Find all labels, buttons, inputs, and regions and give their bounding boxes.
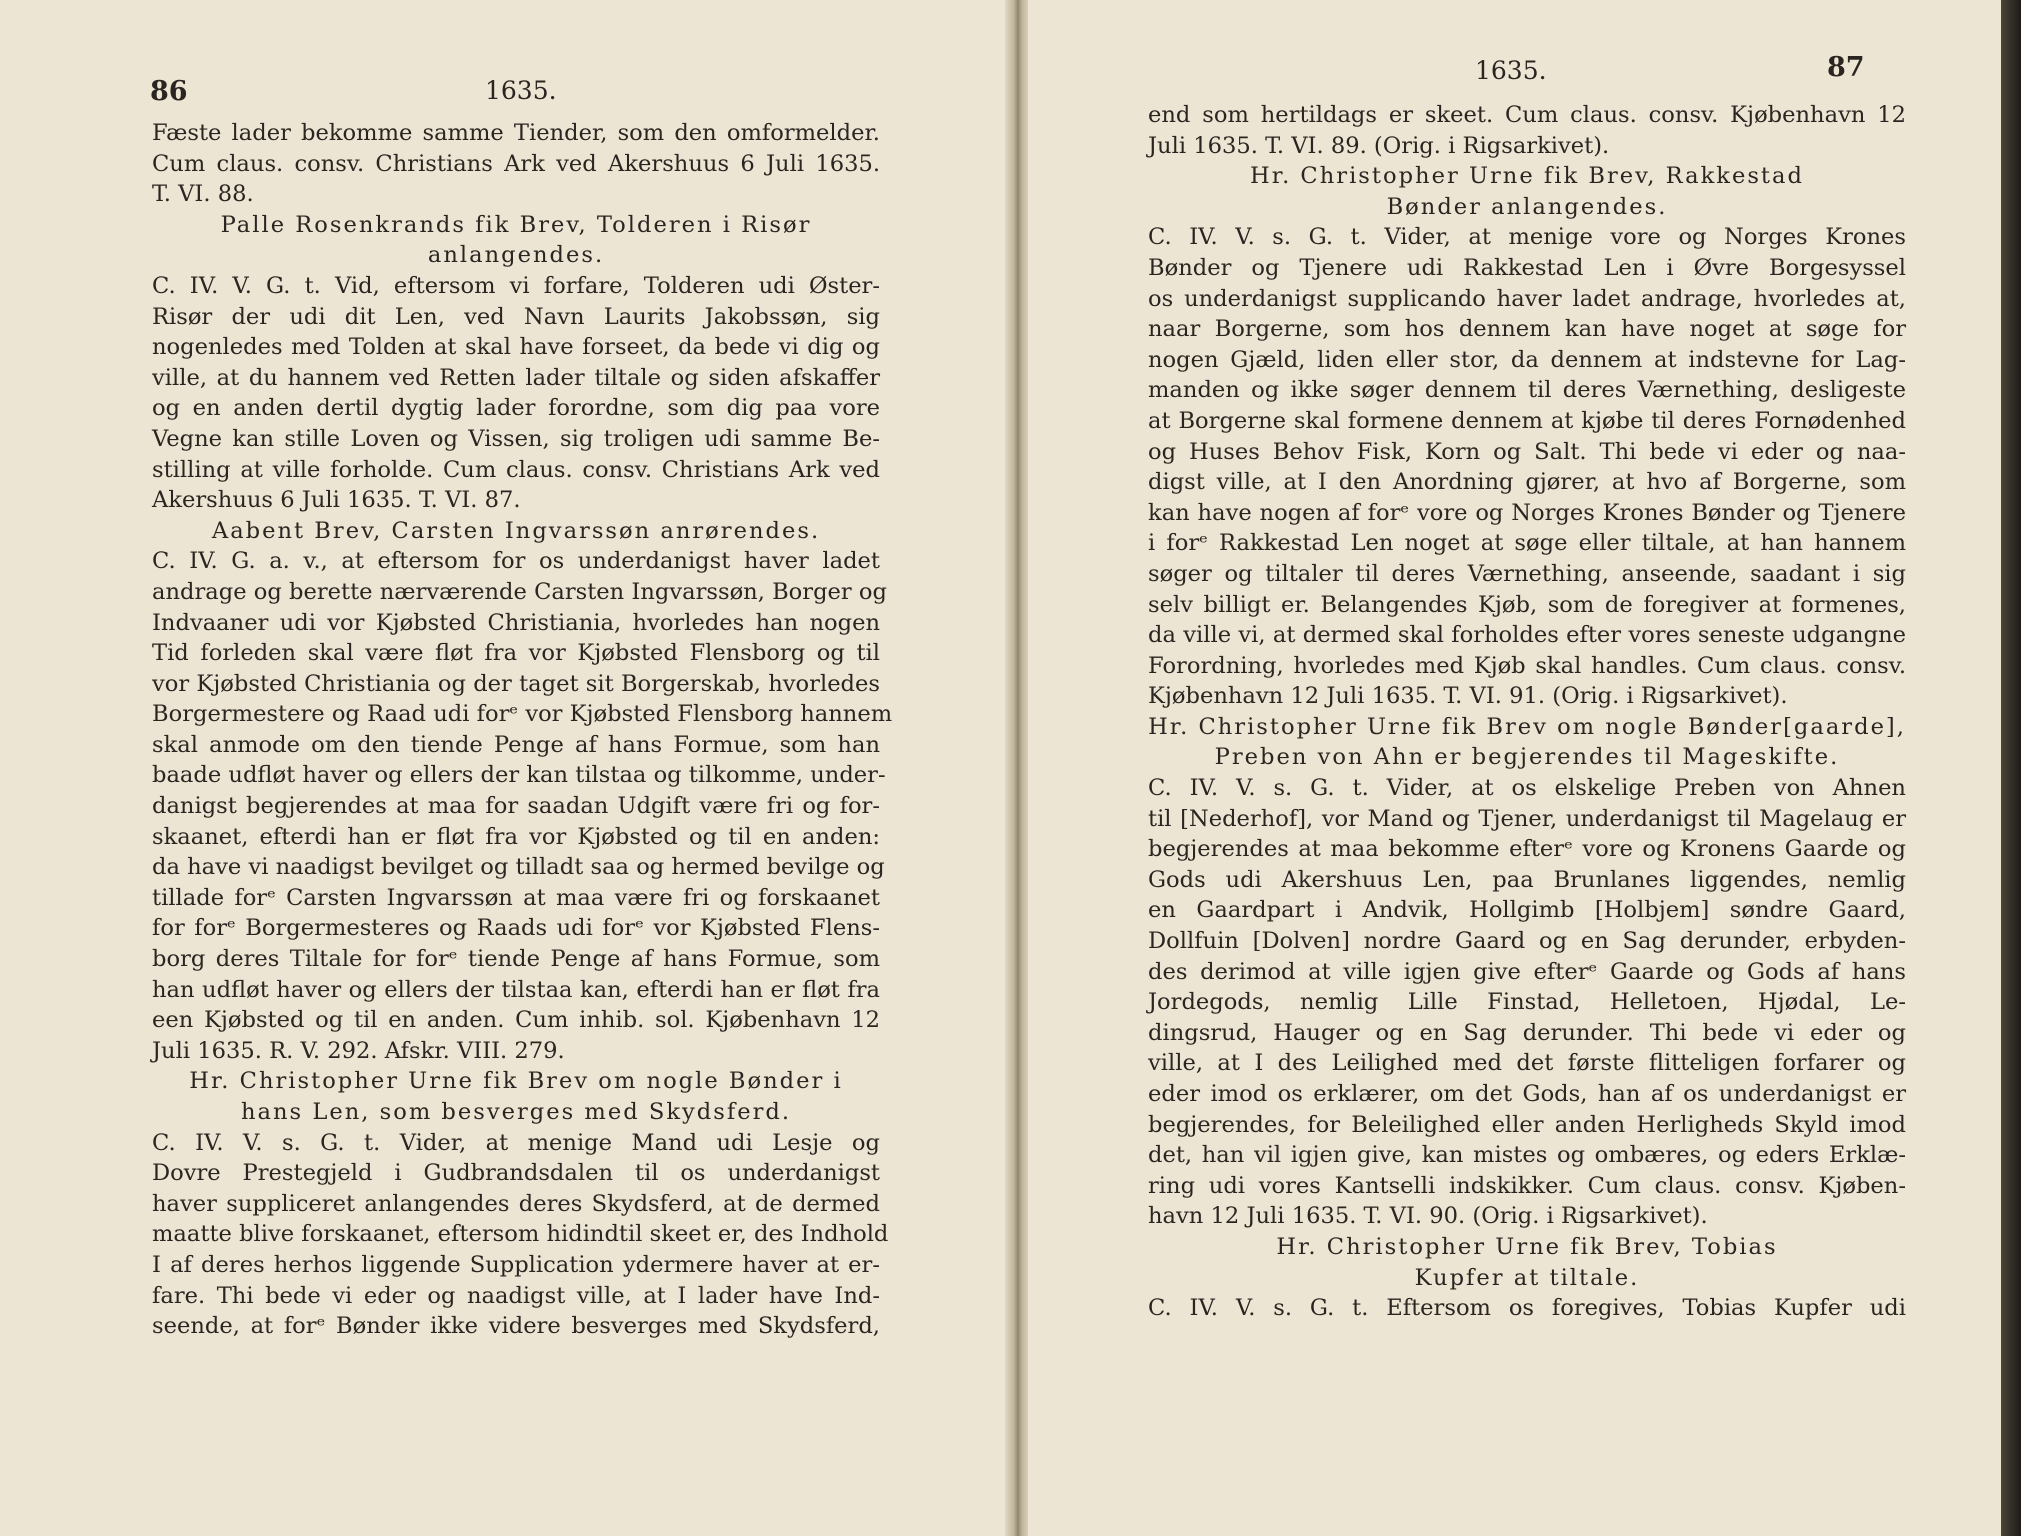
text-line: Dollfuin [Dolven] nordre Gaard og en Sag derunder, erbyden- [1148,928,1906,955]
text-line: Dovre Prestegjeld i Gudbrandsdalen til os underdanigst [152,1160,880,1187]
entry-heading: Hr. Christopher Urne fik Brev, Tobias [1276,1233,1778,1260]
text-line: havn 12 Juli 1635. T. VI. 90. (Orig. i Rigsarkivet). [1148,1203,1708,1230]
text-line: naar Borgerne, som hos dennem kan have noget at søge for [1148,316,1906,343]
entry-heading: Preben von Ahn er begjerendes til Mageskifte. [1214,744,1840,771]
text-line: manden og ikke søger dennem til deres Værnething, desligeste [1148,377,1906,404]
text-line: nogenledes med Tolden at skal have forseet, da bede vi dig og [152,334,880,361]
text-line: til [Nederhof], vor Mand og Tjener, underdanigst til Magelaug er [1148,805,1906,832]
text-line: og Huses Behov Fisk, Korn og Salt. Thi bede vi eder og naa- [1148,438,1906,465]
running-year-right: 1635. [1475,56,1547,85]
entry-heading: anlangendes. [427,242,605,269]
text-line: end som hertildags er skeet. Cum claus. consv. Kjøbenhavn 12 [1148,102,1906,128]
text-line: begjerendes, for Beleilighed eller anden Herligheds Skyld imod [1148,1111,1906,1138]
text-line: Vegne kan stille Loven og Vissen, sig troligen udi samme Be- [152,425,880,452]
text-line: Cum claus. consv. Christians Ark ved Akershuus 6 Juli 1635. [152,150,880,177]
text-line: os underdanigst supplicando haver ladet andrage, hvorledes at, [1148,285,1906,312]
text-line: Indvaaner udi vor Kjøbsted Christiania, hvorledes han nogen [152,609,880,636]
text-line: C. IV. V. s. G. t. Vider, at menige Mand udi Lesje og [152,1129,880,1156]
text-line: C. IV. V. G. t. Vid, eftersom vi forfare, Tolderen udi Øster- [152,272,880,299]
running-year-left: 1635. [485,76,557,105]
text-line: maatte blive forskaanet, eftersom hidindtil skeet er, des Indhold [152,1221,889,1248]
text-line: tillade forᵉ Carsten Ingvarssøn at maa være fri og forskaanet [152,884,880,911]
entry-heading: Hr. Christopher Urne fik Brev, Rakkestad [1250,163,1804,190]
text-line: ville, at du hannem ved Retten lader tiltale og siden afskaffer [152,364,880,391]
page-number-left: 86 [150,76,188,107]
text-line: det, han vil igjen give, kan mistes og ombæres, og eders Erklæ- [1148,1142,1906,1169]
entry-heading: Bønder anlangendes. [1386,193,1668,220]
text-line: Juli 1635. T. VI. 89. (Orig. i Rigsarkivet). [1148,132,1610,159]
left-page [0,0,1010,1536]
entry-heading: Kupfer at tiltale. [1414,1264,1640,1291]
book-edge [2001,0,2021,1536]
right-page [1028,0,2001,1536]
text-line: begjerendes at maa bekomme efterᵉ vore og Kronens Gaarde og [1148,836,1906,863]
text-line: I af deres herhos liggende Supplication ydermere haver at er- [152,1251,880,1278]
text-line: fare. Thi bede vi eder og naadigst ville, at I lader have Ind- [152,1282,880,1309]
text-line: Akershuus 6 Juli 1635. T. VI. 87. [152,487,521,514]
entry-heading: Hr. Christopher Urne fik Brev om nogle Bønder i [189,1068,843,1095]
entry-heading: Palle Rosenkrands fik Brev, Tolderen i Risør [220,211,812,238]
text-line: Forordning, hvorledes med Kjøb skal handles. Cum claus. consv. [1148,652,1906,679]
entry-heading: hans Len, som besverges med Skydsferd. [240,1099,792,1125]
text-line: Fæste lader bekomme samme Tiender, som den omformelder. [152,120,880,146]
text-line: dingsrud, Hauger og en Sag derunder. Thi bede vi eder og [1148,1019,1906,1046]
text-line: C. IV. G. a. v., at eftersom for os underdanigst haver ladet [152,548,880,575]
text-line: Jordegods, nemlig Lille Finstad, Helletoen, Hjødal, Le- [1148,989,1906,1016]
text-line: skaanet, efterdi han er fløt fra vor Kjøbsted og til en anden: [152,823,880,850]
text-line: des derimod at ville igjen give efterᵉ Gaarde og Gods af hans [1148,958,1906,985]
text-line: selv billigt er. Belangendes Kjøb, som de foregiver at formenes, [1148,591,1906,618]
left-page-text [152,118,893,1342]
text-line: ville, at I des Leilighed med det første flitteligen forfarer og [1148,1050,1906,1077]
text-line: i forᵉ Rakkestad Len noget at søge eller tiltale, at han hannem [1148,530,1906,557]
text-line: søger og tiltaler til deres Værnething, anseende, saadant i sig [1148,560,1906,587]
text-line: Borgermestere og Raad udi forᵉ vor Kjøbsted Flensborg hannem [152,701,893,728]
text-line: danigst begjerendes at maa for saadan Udgift være fri og for- [152,793,880,820]
text-line: for forᵉ Borgermesteres og Raads udi forᵉ vor Kjøbsted Flens- [152,915,880,942]
text-line: Kjøbenhavn 12 Juli 1635. T. VI. 91. (Orig. i Rigsarkivet). [1148,683,1788,710]
text-line: haver suppliceret anlangendes deres Skydsferd, at de dermed [152,1190,880,1217]
text-line: han udfløt haver og ellers der tilstaa kan, efterdi han er fløt fra [152,976,880,1003]
text-line: Tid forleden skal være fløt fra vor Kjøbsted Flensborg og til [152,640,880,667]
text-line: Risør der udi dit Len, ved Navn Laurits Jakobssøn, sig [152,303,880,330]
text-line: een Kjøbsted og til en anden. Cum inhib. sol. Kjøbenhavn 12 [152,1007,880,1034]
text-line: da have vi naadigst bevilget og tilladt saa og hermed bevilge og [152,854,885,881]
text-line: Bønder og Tjenere udi Rakkestad Len i Øvre Borgesyssel [1148,254,1906,281]
text-line: kan have nogen af forᵉ vore og Norges Krones Bønder og Tjenere [1148,499,1906,526]
text-line: ring udi vores Kantselli indskikker. Cum claus. consv. Kjøben- [1148,1172,1906,1199]
text-line: C. IV. V. s. G. t. Vider, at menige vore og Norges Krones [1148,224,1906,251]
text-line: seende, at forᵉ Bønder ikke videre besverges med Skydsferd, [152,1313,880,1340]
text-line: Gods udi Akershuus Len, paa Brunlanes liggendes, nemlig [1148,866,1906,893]
text-line: digst ville, at I den Anordning gjører, at hvo af Borgerne, som [1148,469,1906,496]
text-line: da ville vi, at dermed skal forholdes efter vores seneste udgangne [1148,622,1906,649]
text-line: skal anmode om den tiende Penge af hans Formue, som han [152,731,880,758]
text-line: C. IV. V. s. G. t. Eftersom os foregives, Tobias Kupfer udi [1148,1295,1906,1322]
text-line: vor Kjøbsted Christiania og der taget sit Borgerskab, hvorledes [152,670,880,697]
text-line: T. VI. 88. [152,181,254,208]
text-line: borg deres Tiltale for forᵉ tiende Penge af hans Formue, som [152,946,880,973]
text-line: C. IV. V. s. G. t. Vider, at os elskelige Preben von Ahnen [1148,775,1906,802]
text-line: Juli 1635. R. V. 292. Afskr. VIII. 279. [152,1037,565,1064]
entry-heading: Aabent Brev, Carsten Ingvarssøn anrørendes. [211,517,821,544]
text-line: eder imod os erklærer, om det Gods, han af os underdanigst er [1148,1081,1906,1107]
text-line: stilling at ville forholde. Cum claus. consv. Christians Ark ved [152,456,880,483]
entry-heading: Hr. Christopher Urne fik Brev om nogle Bønder[gaarde], [1148,713,1906,740]
right-page-text [1148,100,1906,1324]
text-line: baade udfløt haver og ellers der kan tilstaa og tilkomme, under- [152,762,886,789]
text-line: nogen Gjæld, liden eller stor, da dennem at indstevne for Lag- [1148,346,1906,373]
text-line: en Gaardpart i Andvik, Hollgimb [Holbjem] søndre Gaard, [1148,897,1906,924]
text-line: at Borgerne skal formene dennem at kjøbe til deres Fornødenhed [1148,407,1906,434]
text-line: og en anden dertil dygtig lader forordne, som dig paa vore [152,395,880,422]
text-line: andrage og berette nærværende Carsten Ingvarssøn, Borger og [152,578,887,605]
page-number-right: 87 [1827,52,1865,83]
